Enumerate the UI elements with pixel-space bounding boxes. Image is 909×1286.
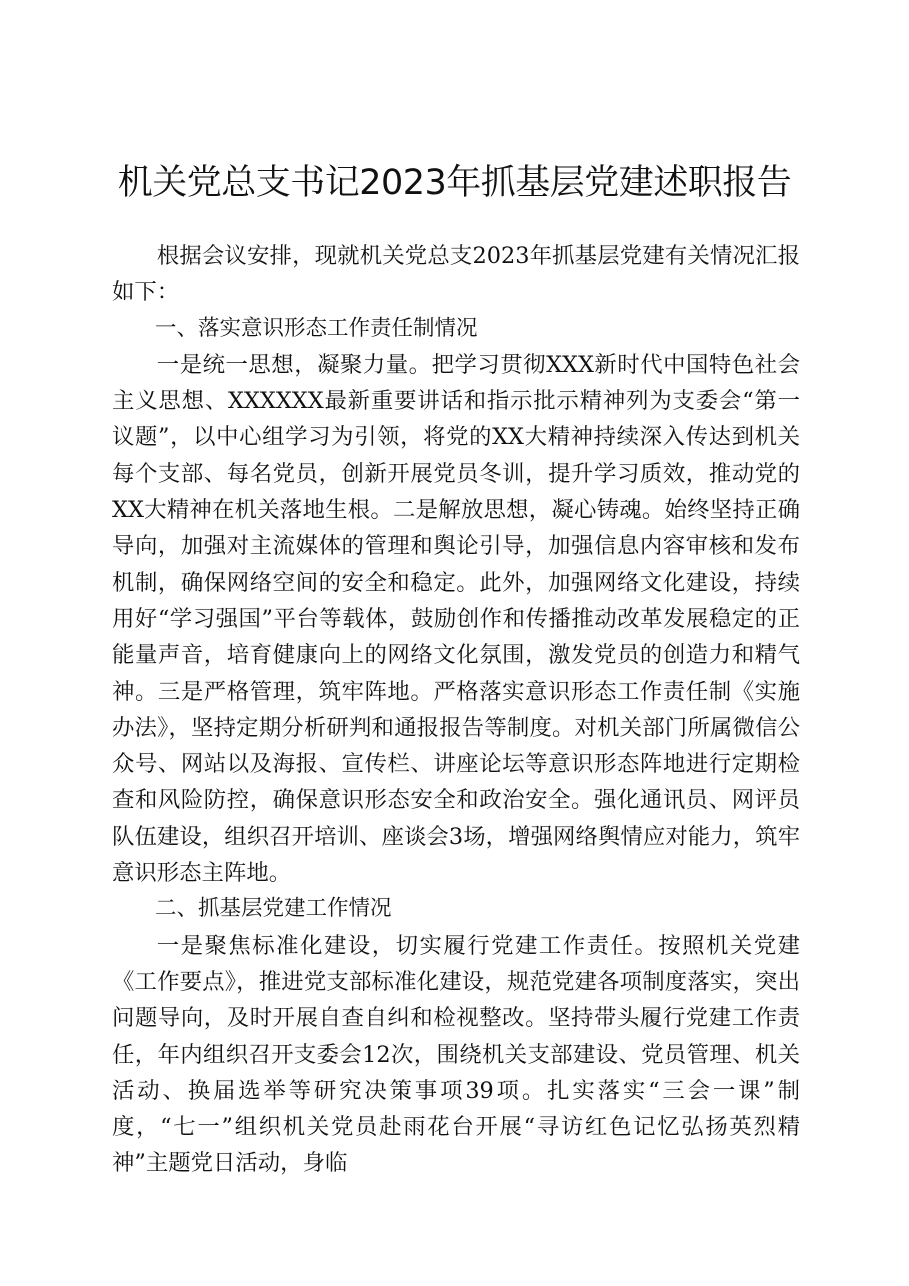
section-1-heading: 一、落实意识形态工作责任制情况 [155, 315, 478, 341]
document-body [112, 238, 800, 1182]
section-2-heading: 二、抓基层党建工作情况 [155, 896, 392, 922]
intro-paragraph: 根据会议安排，现就机关党总支2023年抓基层党建有关情况汇报如下： [112, 243, 800, 306]
section-1-paragraph: 一是统一思想，凝聚力量。把学习贯彻XXX新时代中国特色社会主义思想、XXXXXX最新重要讲话和指示批示精神列为支委会“第一议题”，以中心组学习为引领，将党的XX大精神持续深入传达到机关每个支部、每名党员，创新开展党员冬训，提升学习质效，推动党的XX大精神在机关落地生根。二是解放思想，凝心铸魂。始终坚持正确导向，加强对主流媒体的管理和舆论引导，加强信息内容审核和发布机制，确保网络空间的安全和稳定。此外，加强网络文化建设，持续用好“学习强国”平台等载体，鼓励创作和传播推动改革发展稳定的正能量声音，培育健康向上的网络文化氛围，激发党员的创造力和精气神。三是严格管理，筑牢阵地。严格落实意识形态工作责任制《实施办法》，坚持定期分析研判和通报报告等制度。对机关部门所属微信公众号、网站以及海报、宣传栏、讲座论坛等意识形态阵地进行定期检查和风险防控，确保意识形态安全和政治安全。强化通讯员、网评员队伍建设，组织召开培训、座谈会3场，增强网络舆情应对能力，筑牢意识形态主阵地。 [112, 351, 800, 887]
section-2-paragraph: 一是聚焦标准化建设，切实履行党建工作责任。按照机关党建《工作要点》，推进党支部标准化建设，规范党建各项制度落实，突出问题导向，及时开展自查自纠和检视整改。坚持带头履行党建工作责任，年内组织召开支委会12次，围绕机关支部建设、党员管理、机关活动、换届选举等研究决策事项39项。扎实落实“三会一课”制度，“七一”组织机关党员赴雨花台开展“寻访红色记忆弘扬英烈精神”主题党日活动，身临 [112, 932, 800, 1177]
document-title: 机关党总支书记2023年抓基层党建述职报告 [117, 163, 792, 203]
